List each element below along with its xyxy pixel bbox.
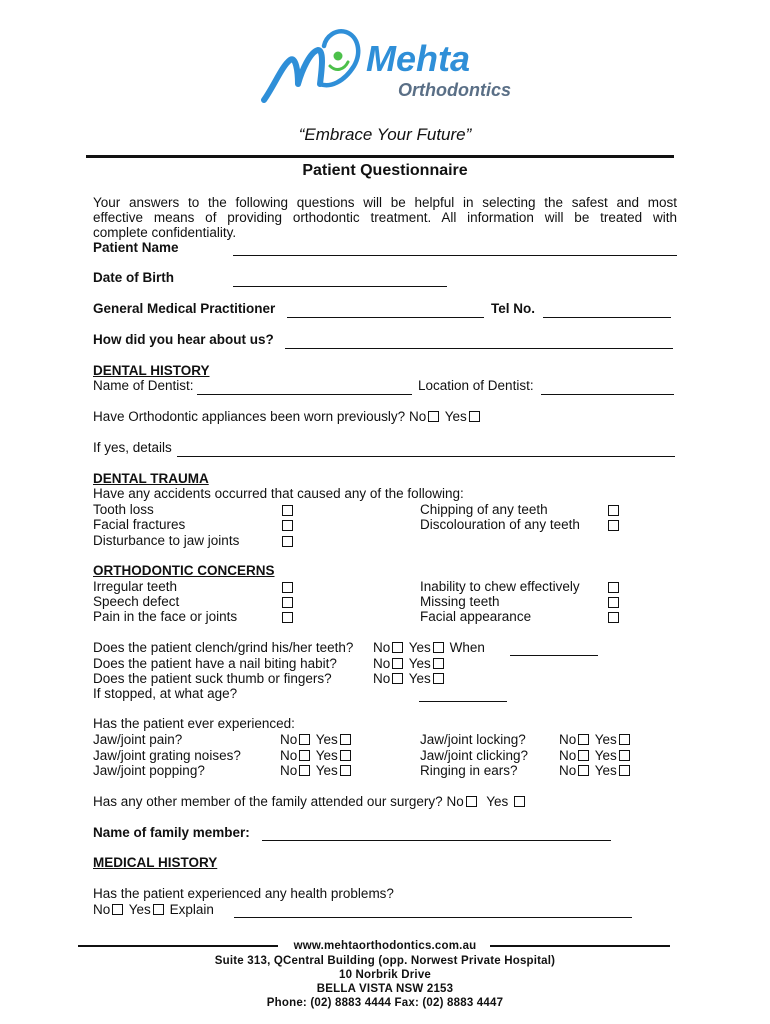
jaw-popping-yes-checkbox[interactable] [340, 765, 351, 776]
intro-line-3: complete confidentiality. [93, 225, 237, 240]
footer-phone: Phone: (02) 8883 4444 Fax: (02) 8883 4447 [266, 997, 504, 1009]
trauma-item: Chipping of any teeth [420, 502, 548, 517]
footer-website: www.mehtaorthodontics.com.au [293, 940, 477, 952]
trauma-question: Have any accidents occurred that caused any of the following: [93, 486, 464, 501]
footer-address-line-2: 10 Norbrik Drive [338, 969, 432, 981]
medical-yes-label: Yes [128, 902, 151, 917]
jaw-no-label: No [280, 748, 298, 763]
medical-explain-field[interactable] [234, 917, 632, 918]
ringing-options [559, 763, 632, 779]
trauma-tooth-loss-checkbox[interactable] [282, 505, 293, 516]
medical-explain-label: Explain [169, 902, 214, 917]
clench-when-field[interactable] [510, 655, 598, 656]
trauma-jaw-joints-checkbox[interactable] [282, 536, 293, 547]
jaw-yes-label: Yes [315, 763, 338, 778]
dentist-location-field[interactable] [541, 394, 674, 395]
dental-history-heading: DENTAL HISTORY [93, 363, 210, 378]
jaw-question: Has the patient ever experienced: [93, 716, 295, 731]
thumb-yes-label: Yes [408, 671, 431, 686]
jaw-yes-label: Yes [594, 748, 617, 763]
dob-label: Date of Birth [93, 270, 174, 285]
concern-speech-checkbox[interactable] [282, 597, 293, 608]
jaw-locking-no-checkbox[interactable] [578, 734, 589, 745]
nail-options [373, 656, 446, 672]
nail-yes-checkbox[interactable] [433, 658, 444, 669]
clench-no-checkbox[interactable] [392, 642, 403, 653]
ringing-no-checkbox[interactable] [578, 765, 589, 776]
concern-item: Missing teeth [420, 594, 500, 609]
footer-address-line-1: Suite 313, QCentral Building (opp. Norwest Private Hospital) [214, 955, 556, 967]
trauma-chipping-checkbox[interactable] [608, 505, 619, 516]
family-no-label: No [446, 794, 464, 809]
medical-yes-checkbox[interactable] [153, 904, 164, 915]
jaw-locking-options [559, 732, 632, 748]
appliances-no-label: No [408, 409, 427, 424]
concern-missing-checkbox[interactable] [608, 597, 619, 608]
header-rule [86, 155, 674, 158]
trauma-item: Discolouration of any teeth [420, 517, 580, 532]
medical-no-checkbox[interactable] [112, 904, 123, 915]
jaw-grating-yes-checkbox[interactable] [340, 750, 351, 761]
jaw-popping-no-checkbox[interactable] [299, 765, 310, 776]
if-yes-field[interactable] [177, 456, 675, 457]
concern-item: Speech defect [93, 594, 180, 609]
dentist-location-label: Location of Dentist: [418, 378, 534, 393]
brand-name: Mehta [366, 38, 471, 79]
concern-chew-checkbox[interactable] [608, 582, 619, 593]
family-question: Has any other member of the family attended our surgery? [93, 794, 443, 809]
jaw-clicking-yes-checkbox[interactable] [619, 750, 630, 761]
jaw-no-label: No [280, 763, 298, 778]
jaw-item: Jaw/joint locking? [420, 732, 526, 747]
dentist-name-label: Name of Dentist: [93, 378, 194, 393]
jaw-no-label: No [559, 748, 577, 763]
logo [258, 26, 528, 108]
nail-no-label: No [373, 656, 391, 671]
intro-line-1: Your answers to the following questions will be helpful in selecting the safest and most [93, 195, 677, 210]
jaw-clicking-options [559, 748, 632, 764]
if-yes-label: If yes, details [93, 440, 172, 455]
thumb-question: Does the patient suck thumb or fingers? [93, 671, 332, 686]
dentist-name-field[interactable] [197, 394, 412, 395]
appliances-question: Have Orthodontic appliances been worn previously? [93, 409, 406, 424]
appliances-row [93, 409, 482, 425]
concern-item: Inability to chew effectively [420, 579, 580, 594]
jaw-grating-no-checkbox[interactable] [299, 750, 310, 761]
thumb-yes-checkbox[interactable] [433, 673, 444, 684]
jaw-popping-options [280, 763, 353, 779]
ortho-concerns-heading: ORTHODONTIC CONCERNS [93, 563, 275, 578]
medical-no-label: No [93, 902, 111, 917]
trauma-discolouration-checkbox[interactable] [608, 520, 619, 531]
hear-label: How did you hear about us? [93, 332, 274, 347]
concern-item: Irregular teeth [93, 579, 178, 594]
trauma-facial-fractures-checkbox[interactable] [282, 520, 293, 531]
patient-name-label: Patient Name [93, 240, 179, 255]
stopped-question: If stopped, at what age? [93, 686, 238, 701]
concern-irregular-checkbox[interactable] [282, 582, 293, 593]
dental-trauma-heading: DENTAL TRAUMA [93, 471, 209, 486]
medical-options [93, 902, 214, 918]
family-row [93, 794, 527, 810]
footer-address-line-3: BELLA VISTA NSW 2153 [316, 983, 454, 995]
tel-label: Tel No. [491, 301, 536, 316]
thumb-no-label: No [373, 671, 391, 686]
tel-field[interactable] [543, 317, 671, 318]
jaw-grating-options [280, 748, 353, 764]
appliances-yes-label: Yes [444, 409, 467, 424]
jaw-clicking-no-checkbox[interactable] [578, 750, 589, 761]
trauma-item: Tooth loss [93, 502, 154, 517]
jaw-item: Ringing in ears? [420, 763, 518, 778]
thumb-no-checkbox[interactable] [392, 673, 403, 684]
jaw-no-label: No [559, 732, 577, 747]
jaw-yes-label: Yes [594, 763, 617, 778]
page-title: Patient Questionnaire [302, 162, 468, 179]
concern-item: Pain in the face or joints [93, 609, 238, 624]
clench-no-label: No [373, 640, 391, 655]
family-yes-label: Yes [486, 794, 509, 809]
jaw-item: Jaw/joint pain? [93, 732, 183, 747]
jaw-item: Jaw/joint grating noises? [93, 748, 241, 763]
concern-item: Facial appearance [420, 609, 532, 624]
ringing-yes-checkbox[interactable] [619, 765, 630, 776]
stopped-age-field[interactable] [419, 701, 507, 702]
jaw-item: Jaw/joint popping? [93, 763, 205, 778]
nail-question: Does the patient have a nail biting habit? [93, 656, 337, 671]
brand-subtitle: Orthodontics [398, 80, 511, 100]
clench-when-label: When [449, 640, 485, 655]
jaw-pain-no-checkbox[interactable] [299, 734, 310, 745]
concern-pain-checkbox[interactable] [282, 612, 293, 623]
thumb-options [373, 671, 446, 687]
dob-field[interactable] [233, 286, 447, 287]
jaw-no-label: No [559, 763, 577, 778]
jaw-locking-yes-checkbox[interactable] [619, 734, 630, 745]
jaw-no-label: No [280, 732, 298, 747]
family-no-checkbox[interactable] [466, 796, 477, 807]
medical-question: Has the patient experienced any health problems? [93, 886, 394, 901]
jaw-pain-options [280, 732, 353, 748]
medical-history-heading: MEDICAL HISTORY [93, 855, 218, 870]
jaw-item: Jaw/joint clicking? [420, 748, 529, 763]
appliances-yes-checkbox[interactable] [469, 411, 480, 422]
jaw-yes-label: Yes [315, 732, 338, 747]
hear-field[interactable] [285, 348, 673, 349]
gp-field[interactable] [287, 317, 484, 318]
concern-appearance-checkbox[interactable] [608, 612, 619, 623]
nail-no-checkbox[interactable] [392, 658, 403, 669]
jaw-yes-label: Yes [594, 732, 617, 747]
clench-yes-label: Yes [408, 640, 431, 655]
patient-name-field[interactable] [233, 255, 677, 256]
trauma-item: Disturbance to jaw joints [93, 533, 240, 548]
nail-yes-label: Yes [408, 656, 431, 671]
family-name-field[interactable] [262, 840, 611, 841]
family-yes-checkbox[interactable] [514, 796, 525, 807]
trauma-item: Facial fractures [93, 517, 186, 532]
family-name-label: Name of family member: [93, 825, 250, 840]
intro-line-2: effective means of providing orthodontic treatment. All information will be treated with [93, 210, 677, 225]
clench-question: Does the patient clench/grind his/her teeth? [93, 640, 354, 655]
gp-label: General Medical Practitioner [93, 301, 276, 316]
appliances-no-checkbox[interactable] [428, 411, 439, 422]
tagline: “Embrace Your Future” [298, 125, 472, 144]
clench-options [373, 640, 485, 656]
jaw-yes-label: Yes [315, 748, 338, 763]
jaw-pain-yes-checkbox[interactable] [340, 734, 351, 745]
logo-mark-icon [258, 26, 370, 108]
clench-yes-checkbox[interactable] [433, 642, 444, 653]
